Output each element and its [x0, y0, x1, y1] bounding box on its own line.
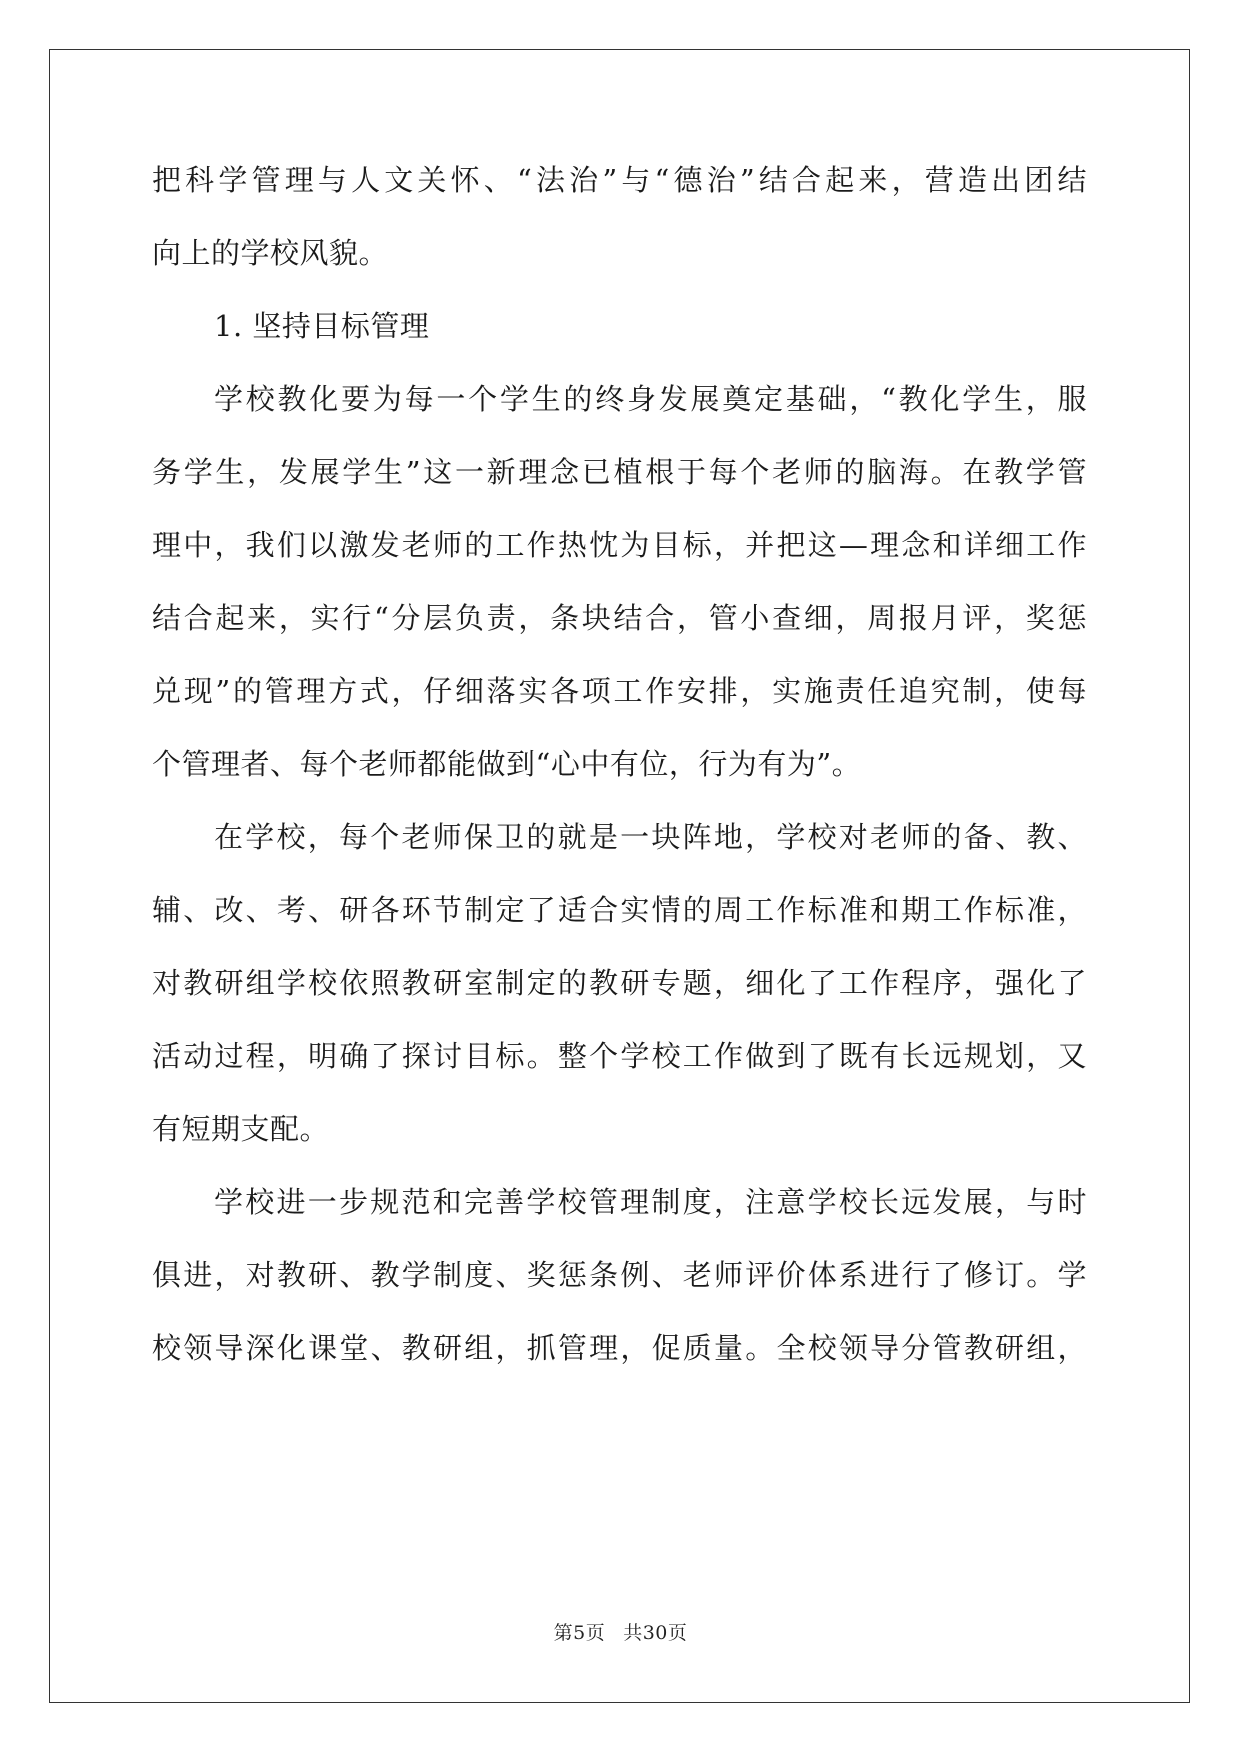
text-line: 向上的学校风貌。: [152, 236, 389, 270]
text-line: 在学校，每个老师保卫的就是一块阵地，学校对老师的备、教、: [214, 820, 1087, 854]
page-border: [49, 49, 1190, 1703]
text-line: 学校教化要为每一个学生的终身发展奠定基础，“教化学生，服: [214, 382, 1087, 416]
page-total: 共30页: [623, 1622, 688, 1644]
page-number: 第5页: [553, 1622, 606, 1644]
text-line: 辅、改、考、研各环节制定了适合实情的周工作标准和期工作标准，: [152, 893, 1087, 927]
page-footer: [0, 1620, 1241, 1646]
text-line: 个管理者、每个老师都能做到“心中有位，行为有为”。: [152, 747, 862, 781]
section-heading: 1. 坚持目标管理: [214, 309, 430, 343]
text-line: 对教研组学校依照教研室制定的教研专题，细化了工作程序，强化了: [152, 966, 1087, 1000]
text-line: 活动过程，明确了探讨目标。整个学校工作做到了既有长远规划，又: [152, 1039, 1087, 1073]
text-line: 校领导深化课堂、教研组，抓管理，促质量。全校领导分管教研组，: [152, 1331, 1087, 1365]
text-line: 俱进，对教研、教学制度、奖惩条例、老师评价体系进行了修订。学: [152, 1258, 1087, 1292]
text-line: 学校进一步规范和完善学校管理制度，注意学校长远发展，与时: [214, 1185, 1087, 1219]
text-line: 理中，我们以激发老师的工作热忱为目标，并把这—理念和详细工作: [152, 528, 1087, 562]
text-line: 务学生，发展学生”这一新理念已植根于每个老师的脑海。在教学管: [152, 455, 1087, 489]
text-line: 把科学管理与人文关怀、“法治”与“德治”结合起来，营造出团结: [152, 163, 1087, 197]
text-line: 结合起来，实行“分层负责，条块结合，管小查细，周报月评，奖惩: [152, 601, 1087, 635]
text-line: 兑现”的管理方式，仔细落实各项工作安排，实施责任追究制，使每: [152, 674, 1087, 708]
text-line: 有短期支配。: [152, 1112, 330, 1146]
